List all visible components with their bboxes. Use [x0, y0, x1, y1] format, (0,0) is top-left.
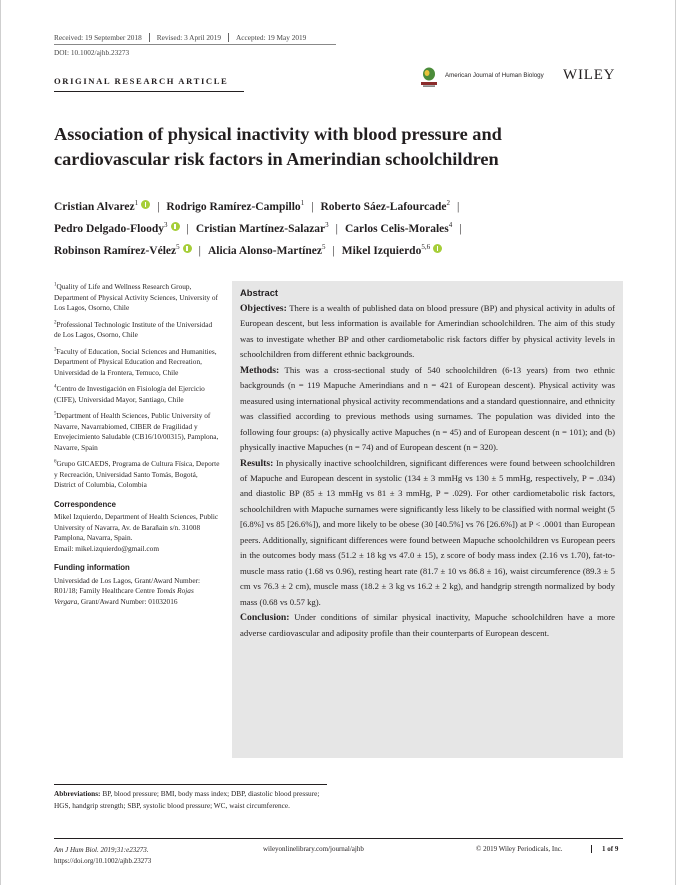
page-number: 1 of 9 — [591, 845, 618, 853]
article-title: Association of physical inactivity with blood pressure and cardiovascular risk factors in Amerindian schoolchildren — [54, 124, 502, 169]
footer-citation: Am J Hum Biol. 2019;31:e23273. https://doi.org/10.1002/ajhb.23273 — [54, 846, 152, 865]
funding-heading: Funding information — [54, 563, 130, 572]
author[interactable]: Rodrigo Ramírez-Campillo$^1$ — [166, 199, 305, 213]
affiliation: $^4$Centro de Investigación en Fisiología del Ejercicio (CIFE), Universidad Mayor, Santiago, Chile — [54, 384, 205, 404]
accepted-date: Accepted: 19 May 2019 — [236, 33, 307, 42]
correspondence-heading: Correspondence — [54, 499, 116, 509]
correspondence-address: Mikel Izquierdo, Department of Health Sciences, Public University of Navarra, Av. de Barañain s/n. 31008 Pamplona, Navarra, Spain. — [54, 512, 219, 542]
article-type: ORIGINAL RESEARCH ARTICLE — [54, 76, 229, 86]
footer-copyright: © 2019 Wiley Periodicals, Inc. — [476, 845, 563, 853]
journal-name: American Journal of Human Biology — [445, 72, 544, 79]
affiliation: $^2$Professional Technologic Institute of the Universidad de Los Lagos, Osorno, Chile — [54, 319, 213, 339]
affiliations-column — [54, 282, 220, 607]
author[interactable]: Cristian Alvarez$^1$ — [54, 201, 150, 213]
abstract-heading: Abstract — [240, 287, 279, 298]
author[interactable]: Pedro Delgado-Floody$^3$ — [54, 223, 180, 235]
author-list: Cristian Alvarez$^1$ | Rodrigo Ramírez-Campillo$^1$ | Roberto Sáez-Lafourcade$^2$ | Pedro Delgado-Floody$^3$ | Cristian Martínez-Salazar$^3$ | Carlos Celis-Morales$^4$ | Robinson Ramírez-Vélez$^5$ | Alicia Alonso-Martínez$^5$ | Mikel Izquierdo$^{5,6}$ — [54, 199, 462, 257]
author[interactable]: Carlos Celis-Morales$^4$ — [344, 221, 453, 235]
orcid-icon[interactable] — [171, 222, 180, 231]
journal-logo-icon — [418, 66, 440, 88]
affiliation: $^3$Faculty of Education, Social Sciences and Humanities, Department of Physical Education and Recreation, Universidad de la Frontera, Temuco, Chile — [54, 346, 217, 377]
correspondence-email[interactable]: Email: mikel.izquierdo@gmail.com — [54, 543, 159, 553]
orcid-icon[interactable] — [141, 200, 150, 209]
revised-date: Revised: 3 April 2019 — [150, 33, 229, 42]
footer-doi-link[interactable]: https://doi.org/10.1002/ajhb.23273 — [54, 856, 152, 865]
author[interactable]: Mikel Izquierdo$^{5,6}$ — [342, 245, 442, 257]
abstract-box — [232, 281, 623, 758]
author[interactable]: Cristian Martínez-Salazar$^3$ — [195, 221, 329, 235]
affiliation: $^5$Department of Health Sciences, Public University of Navarre, Navarrabiomed, CIBER de Fragilidad y Envejecimiento Saludable (CB16/10/00315), Pamplona, Navarre, Spain — [54, 411, 219, 452]
orcid-icon[interactable] — [183, 244, 192, 253]
affiliation: $^6$Grupo GICAEDS, Programa de Cultura Física, Deporte y Recreación, Universidad Santo Tomás, Bogotá, District of Columbia, Colombia — [54, 459, 220, 489]
publisher-logo: WILEY — [563, 67, 616, 83]
dates-divider — [54, 44, 336, 45]
author[interactable]: Robinson Ramírez-Vélez$^5$ — [54, 245, 192, 257]
article-type-divider — [54, 91, 244, 92]
author[interactable]: Alicia Alonso-Martínez$^5$ — [207, 243, 326, 257]
footer-website-link[interactable]: wileyonlinelibrary.com/journal/ajhb — [263, 845, 364, 853]
doi[interactable]: DOI: 10.1002/ajhb.23273 — [54, 48, 130, 57]
abstract-objectives: Objectives: There is a wealth of published data on blood pressure (BP) and physical activity in adults of European descent, but less information is available for Amerindian schoolchildren. The aim of this study was to investigate whether BP and other cardiometabolic risk factors differ by physical activity levels in schoolchildren from different ethnic backgrounds. — [240, 303, 616, 360]
abstract-results: Results: In physically inactive schoolchildren, significant differences were found between schoolchildren of Mapuche and European descent in systolic (134 ± 3 mmHg vs 130 ± 5 mmHg, respectively, P = .034) and diastolic BP (85 ± 13 mmHg vs 81 ± 3 mmHg, P = .029). For other cardiometabolic risk factors, schoolchildren with Mapuche surnames were significantly less likely to be classified with normal weight (5 [6.8%] vs 85 [26.6%]), and more likely to be obese (30 [40.5%] vs 76 [26.6%]) at P < .0001 than European peers. Additionally, significant differences were found between Mapuche schoolchildren vs European peers in the outcomes body mass (51.2 ± 18 kg vs 47.0 ± 15), z score of body mass index (2.16 vs 1.70), fat-to-muscle mass ratio (1.68 vs 0.96), resting heart rate (81.7 ± 10 vs 86.8 ± 16), waist circumference (89.3 ± 5 cm vs 76.3 ± 2 cm), muscle mass (18.2 ± 3 kg vs 16.2 ± 2 kg), and handgrip strength normalized by body mass (0.68 vs 0.57 kg). — [240, 457, 616, 607]
funding-text: Universidad de Los Lagos, Grant/Award Number: R01/18; Family Healthcare Centre Tomás Rojas Vergara, Grant/Award Number: 01032016 — [54, 575, 201, 606]
received-date: Received: 19 September 2018 — [54, 33, 150, 42]
affiliation: $^1$Quality of Life and Wellness Research Group, Department of Physical Activity Sciences, University of Los Lagos, Osorno, Chile — [54, 282, 218, 312]
orcid-icon[interactable] — [433, 244, 442, 253]
abstract-methods: Methods: This was a cross-sectional study of 540 schoolchildren (6-13 years) from two ethnic backgrounds (n = 119 Mapuche Amerindians and n = 421 of European descent). Physical activity was measured using international physical activity recommendations and a standard questionnaire, and ethnicity was classified according to previous methods using surnames. The population was divided into the following four groups: (a) physically active Mapuches (n = 45) and of European descent (n = 101); and (b) physically inactive Mapuches (n = 74) and of European descent (n = 320). — [240, 364, 615, 453]
article-dates — [54, 33, 313, 42]
footer-divider — [54, 838, 623, 839]
abstract-conclusion: Conclusion: Under conditions of similar physical inactivity, Mapuche schoolchildren have a more adverse cardiovascular and adiposity profile than their counterparts of European descent. — [240, 612, 616, 638]
author[interactable]: Roberto Sáez-Lafourcade$^2$ — [320, 199, 450, 213]
abbreviations-divider — [54, 784, 327, 785]
abbreviations: Abbreviations: BP, blood pressure; BMI, body mass index; DBP, diastolic blood pressure; HGS, handgrip strength; SBP, systolic blood pressure; WC, waist circumference. — [54, 789, 320, 810]
